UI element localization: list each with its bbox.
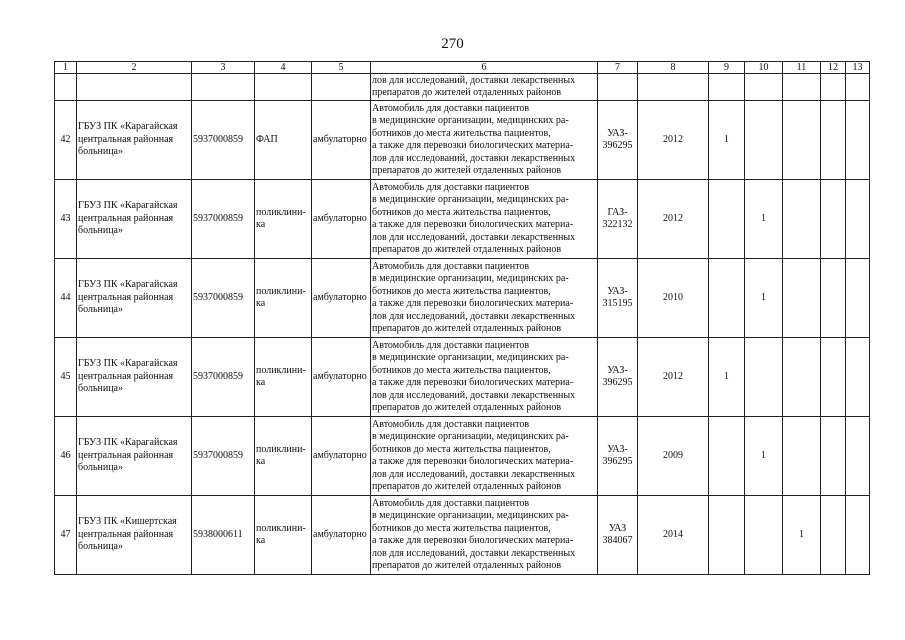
inn-number: 5937000859 (192, 338, 255, 417)
care-mode: амбулаторно (312, 101, 371, 180)
column-10-value (745, 101, 783, 180)
unit-line: поликлини- (256, 206, 306, 218)
care-mode: амбулаторно (312, 496, 371, 575)
column-13-value (846, 180, 870, 259)
column-11-value (783, 338, 821, 417)
column-header-7: 7 (598, 62, 638, 74)
description-line: а также для перевозки биологических материа- (372, 377, 574, 388)
table-row (55, 417, 870, 496)
description-line: препаратов до жителей отдаленных районов (372, 87, 562, 98)
cell (598, 74, 638, 101)
column-header-1: 1 (55, 62, 77, 74)
vehicle-model (598, 496, 638, 575)
column-9-value: 1 (709, 338, 745, 417)
description-line: Автомобиль для доставки пациентов (372, 260, 530, 272)
column-10-value: 1 (745, 180, 783, 259)
vehicle-purpose (371, 496, 598, 575)
vehicle-model (598, 259, 638, 338)
unit-line: поликлини- (256, 285, 306, 297)
vehicle-purpose (371, 259, 598, 338)
organization-line: ГБУЗ ПК «Карагайская (78, 358, 178, 370)
column-13-value (846, 417, 870, 496)
table-row (55, 496, 870, 575)
description-line: в медицинские организации, медицинских ра- (372, 115, 569, 126)
column-9-value: 1 (709, 101, 745, 180)
manufacture-year: 2012 (638, 101, 709, 180)
vehicle-purpose (371, 180, 598, 259)
column-10-value (745, 496, 783, 575)
unit-line: ФАП (256, 133, 278, 145)
cell (255, 74, 312, 101)
column-header-6: 6 (371, 62, 598, 74)
column-13-value (846, 338, 870, 417)
row-number: 47 (55, 496, 77, 575)
row-number: 46 (55, 417, 77, 496)
column-header-2: 2 (77, 62, 192, 74)
description-line: препаратов до жителей отдаленных районов (372, 560, 562, 571)
unit-type (255, 180, 312, 259)
description-line: ботников до места жительства пациентов, (372, 206, 551, 218)
column-12-value (821, 338, 846, 417)
inn-number: 5937000859 (192, 101, 255, 180)
description-line: в медицинские организации, медицинских ра- (372, 431, 569, 442)
vehicle-purpose (371, 338, 598, 417)
column-12-value (821, 496, 846, 575)
cell (192, 74, 255, 101)
column-11-value (783, 259, 821, 338)
description-line: препаратов до жителей отдаленных районов (372, 402, 562, 413)
vehicle-model (598, 101, 638, 180)
description-line: препаратов до жителей отдаленных районов (372, 323, 562, 334)
column-header-3: 3 (192, 62, 255, 74)
unit-line: поликлини- (256, 364, 306, 376)
model-line: УАЗ (608, 522, 627, 534)
organization-line: центральная районная (78, 291, 174, 303)
column-9-value (709, 259, 745, 338)
organization-line: центральная районная (78, 449, 174, 461)
vehicle-model (598, 417, 638, 496)
column-11-value: 1 (783, 496, 821, 575)
inn-number: 5937000859 (192, 417, 255, 496)
description-line: препаратов до жителей отдаленных районов (372, 481, 562, 492)
inn-number: 5938000611 (192, 496, 255, 575)
vehicle-model (598, 338, 638, 417)
manufacture-year: 2014 (638, 496, 709, 575)
cell (312, 74, 371, 101)
column-header-11: 11 (783, 62, 821, 74)
column-header-10: 10 (745, 62, 783, 74)
description-line: лов для исследований, доставки лекарственных (372, 152, 576, 164)
unit-line: ка (256, 535, 266, 546)
model-line: 396295 (602, 377, 633, 388)
column-11-value (783, 101, 821, 180)
organization-line: ГБУЗ ПК «Карагайская (78, 279, 178, 291)
unit-line: поликлини- (256, 522, 306, 534)
description-line: лов для исследований, доставки лекарственных (372, 231, 576, 243)
unit-type (255, 496, 312, 575)
model-line: ГАЗ- (607, 206, 628, 218)
model-line: УАЗ- (607, 364, 628, 376)
continuation-row (55, 74, 870, 101)
description-line: в медицинские организации, медицинских ра- (372, 510, 569, 521)
model-line: УАЗ- (607, 285, 628, 297)
organization-line: больница» (78, 383, 123, 395)
description-line: лов для исследований, доставки лекарственных (372, 468, 576, 480)
organization-line: центральная районная (78, 133, 174, 145)
description-line: Автомобиль для доставки пациентов (372, 418, 530, 430)
description-line: ботников до места жительства пациентов, (372, 443, 551, 455)
organization-name (77, 180, 192, 259)
description-line: Автомобиль для доставки пациентов (372, 102, 530, 114)
cell (821, 74, 846, 101)
organization-name (77, 417, 192, 496)
manufacture-year: 2009 (638, 417, 709, 496)
description-line: Автомобиль для доставки пациентов (372, 339, 530, 351)
organization-name (77, 259, 192, 338)
unit-type (255, 338, 312, 417)
unit-line: ка (256, 456, 266, 467)
vehicle-purpose (371, 101, 598, 180)
row-number: 44 (55, 259, 77, 338)
cell (55, 74, 77, 101)
model-line: 396295 (602, 140, 633, 151)
description-line: ботников до места жительства пациентов, (372, 522, 551, 534)
column-9-value (709, 417, 745, 496)
column-13-value (846, 496, 870, 575)
organization-line: центральная районная (78, 212, 174, 224)
column-12-value (821, 101, 846, 180)
description-line: Автомобиль для доставки пациентов (372, 181, 530, 193)
column-9-value (709, 496, 745, 575)
model-line: УАЗ- (607, 443, 628, 455)
row-number: 42 (55, 101, 77, 180)
organization-line: центральная районная (78, 528, 174, 540)
unit-line: ка (256, 298, 266, 309)
organization-line: ГБУЗ ПК «Кишертская (78, 516, 177, 528)
description-line: а также для перевозки биологических материа- (372, 298, 574, 309)
unit-type (255, 101, 312, 180)
care-mode: амбулаторно (312, 417, 371, 496)
description-line: ботников до места жительства пациентов, (372, 364, 551, 376)
column-10-value (745, 338, 783, 417)
description-line: препаратов до жителей отдаленных районов (372, 165, 562, 176)
table-row (55, 180, 870, 259)
description-line: в медицинские организации, медицинских ра- (372, 273, 569, 284)
care-mode: амбулаторно (312, 259, 371, 338)
description-line: препаратов до жителей отдаленных районов (372, 244, 562, 255)
organization-name (77, 101, 192, 180)
unit-type (255, 417, 312, 496)
manufacture-year: 2010 (638, 259, 709, 338)
column-header-4: 4 (255, 62, 312, 74)
description-line: ботников до места жительства пациентов, (372, 127, 551, 139)
model-line: УАЗ- (607, 127, 628, 139)
column-13-value (846, 101, 870, 180)
column-header-13: 13 (846, 62, 870, 74)
vehicle-purpose (371, 417, 598, 496)
care-mode: амбулаторно (312, 338, 371, 417)
description-line: ботников до места жительства пациентов, (372, 285, 551, 297)
continuation-description (371, 74, 598, 101)
unit-type (255, 259, 312, 338)
cell (638, 74, 709, 101)
column-10-value: 1 (745, 417, 783, 496)
manufacture-year: 2012 (638, 338, 709, 417)
description-line: а также для перевозки биологических материа- (372, 140, 574, 151)
cell (709, 74, 745, 101)
description-line: в медицинские организации, медицинских ра- (372, 194, 569, 205)
table-row (55, 101, 870, 180)
unit-line: ка (256, 377, 266, 388)
row-number: 45 (55, 338, 77, 417)
model-line: 384067 (602, 535, 633, 546)
table-row (55, 259, 870, 338)
organization-line: ГБУЗ ПК «Карагайская (78, 437, 178, 449)
column-11-value (783, 417, 821, 496)
organization-line: больница» (78, 541, 123, 553)
column-12-value (821, 417, 846, 496)
description-line: а также для перевозки биологических материа- (372, 456, 574, 467)
column-number-row (55, 62, 870, 74)
organization-line: больница» (78, 225, 123, 237)
care-mode: амбулаторно (312, 180, 371, 259)
table-row (55, 338, 870, 417)
row-number: 43 (55, 180, 77, 259)
description-line: лов для исследований, доставки лекарственных (372, 74, 576, 86)
column-header-8: 8 (638, 62, 709, 74)
organization-line: больница» (78, 146, 123, 158)
column-10-value: 1 (745, 259, 783, 338)
description-line: лов для исследований, доставки лекарственных (372, 547, 576, 559)
organization-line: ГБУЗ ПК «Карагайская (78, 200, 178, 212)
description-line: а также для перевозки биологических материа- (372, 219, 574, 230)
cell (783, 74, 821, 101)
vehicle-registry-table (54, 61, 870, 575)
organization-name (77, 338, 192, 417)
description-line: в медицинские организации, медицинских ра- (372, 352, 569, 363)
column-13-value (846, 259, 870, 338)
manufacture-year: 2012 (638, 180, 709, 259)
description-line: Автомобиль для доставки пациентов (372, 497, 530, 509)
organization-name (77, 496, 192, 575)
inn-number: 5937000859 (192, 259, 255, 338)
organization-line: больница» (78, 462, 123, 474)
organization-line: центральная районная (78, 370, 174, 382)
unit-line: поликлини- (256, 443, 306, 455)
cell (745, 74, 783, 101)
model-line: 396295 (602, 456, 633, 467)
column-9-value (709, 180, 745, 259)
column-header-12: 12 (821, 62, 846, 74)
description-line: а также для перевозки биологических материа- (372, 535, 574, 546)
column-11-value (783, 180, 821, 259)
description-line: лов для исследований, доставки лекарственных (372, 310, 576, 322)
column-header-9: 9 (709, 62, 745, 74)
cell (77, 74, 192, 101)
cell (846, 74, 870, 101)
model-line: 322132 (602, 219, 633, 230)
page-number: 270 (441, 36, 464, 52)
column-12-value (821, 259, 846, 338)
column-12-value (821, 180, 846, 259)
organization-line: ГБУЗ ПК «Карагайская (78, 121, 178, 133)
vehicle-model (598, 180, 638, 259)
model-line: 315195 (602, 298, 633, 309)
description-line: лов для исследований, доставки лекарственных (372, 389, 576, 401)
unit-line: ка (256, 219, 266, 230)
column-header-5: 5 (312, 62, 371, 74)
organization-line: больница» (78, 304, 123, 316)
inn-number: 5937000859 (192, 180, 255, 259)
